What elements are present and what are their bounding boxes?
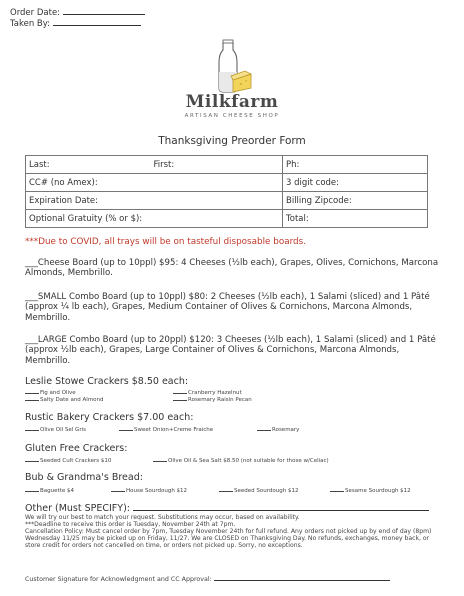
large-combo-board-option[interactable]: ___LARGE Combo Board (up to 20ppl) $120: 3 Cheeses (½lb each), 1 Salami (sliced) and 1 Pâté (approx ½lb each), Grapes, Large Container of Olives & Cornichons, Marcona Almonds, Membrillo. xyxy=(25,335,436,366)
availability-note: We will try our best to match your request. Substitutions may occur, based on availability. xyxy=(25,514,300,521)
cancellation-policy: Cancellation Policy: Must cancel order by 7pm, Tuesday November 24th for full refund. Any orders not picked up by end of day (8pm) Wednesday 11/25 may be picked up on Friday, 11/27. We are CLOSED on Thanksgiving Day. No refunds, exchanges, money back, or store credit for orders not cancelled on time, or orders not picked up. Sorry, no exceptions. xyxy=(25,528,432,550)
covid-note: ***Due to COVID, all trays will be on tasteful disposable boards. xyxy=(25,237,307,247)
list-item[interactable]: Sesame Sourdough $12 xyxy=(330,486,411,495)
zipcode-label: Billing Zipcode: xyxy=(286,195,352,206)
expiration-label: Expiration Date: xyxy=(29,195,99,206)
list-item[interactable]: Rosemary xyxy=(257,425,299,434)
rustic-bakery-heading: Rustic Bakery Crackers $7.00 each: xyxy=(25,412,194,423)
deadline-note: ***Deadline to receive this order is Tuesday, November 24th at 7pm. xyxy=(25,521,236,528)
list-item[interactable]: Sweet Onion+Creme Fraiche xyxy=(119,425,213,434)
brand-tagline: ARTISAN CHEESE SHOP xyxy=(184,113,280,119)
gluten-free-heading: Gluten Free Crackers: xyxy=(25,443,128,454)
table-row xyxy=(26,210,428,228)
gratuity-label: Optional Gratuity (% or $): xyxy=(29,213,143,224)
small-combo-board-option[interactable]: ___SMALL Combo Board (up to 10ppl) $80: 2 Cheeses (½lb each), 1 Salami (sliced) and 1 Pâté (approx ¼ lb each), Grapes, Medium Container of Olives & Cornichons, Marcona Almonds, Membrillo. xyxy=(25,292,430,323)
expiration-cell[interactable] xyxy=(26,192,283,210)
signature-field[interactable] xyxy=(214,574,390,581)
other-heading xyxy=(25,503,429,514)
table-row xyxy=(26,174,428,192)
last-name-label: Last: xyxy=(29,159,50,170)
order-date-label: Order Date: xyxy=(10,8,61,18)
list-item[interactable]: Olive Oil Sel Gris xyxy=(25,425,86,434)
gratuity-cell[interactable] xyxy=(26,210,283,228)
total-cell[interactable] xyxy=(283,210,428,228)
customer-info-table xyxy=(25,155,428,228)
milk-bottle-cheese-icon xyxy=(175,38,295,94)
order-date-field[interactable] xyxy=(63,6,145,15)
taken-by-field[interactable] xyxy=(53,17,141,26)
other-label: Other (Must SPECIFY): xyxy=(25,503,130,514)
leslie-stowe-heading: Leslie Stowe Crackers $8.50 each: xyxy=(25,376,189,387)
table-row xyxy=(26,156,428,174)
list-item[interactable]: Fig and Olive xyxy=(25,388,76,397)
phone-cell[interactable] xyxy=(283,156,428,174)
list-item[interactable]: Seeded Sourdough $12 xyxy=(219,486,298,495)
list-item[interactable]: Seeded Cult Crackers $10 xyxy=(25,456,111,465)
cc-number-cell[interactable] xyxy=(26,174,283,192)
list-item[interactable]: Baguette $4 xyxy=(25,486,74,495)
cheese-board-option[interactable]: ___Cheese Board (up to 10ppl) $95: 4 Cheeses (½lb each), Grapes, Olives, Cornichons, Marcona Almonds, Membrillo. xyxy=(25,258,439,279)
other-field[interactable] xyxy=(133,503,429,511)
cc-code-label: 3 digit code: xyxy=(286,177,340,188)
bread-options xyxy=(25,486,455,494)
list-item[interactable]: Olive Oil & Sea Salt $8.50 (not suitable for those w/Celiac) xyxy=(153,456,329,465)
list-item[interactable]: House Sourdough $12 xyxy=(111,486,187,495)
bread-heading: Bub & Grandma's Bread: xyxy=(25,472,143,483)
table-row xyxy=(26,192,428,210)
brand-name: Milkfarm xyxy=(185,92,279,112)
first-name-label: First: xyxy=(153,159,175,170)
taken-by-label: Taken By: xyxy=(10,19,51,29)
name-cell[interactable] xyxy=(26,156,283,174)
form-title: Thanksgiving Preorder Form xyxy=(158,135,306,147)
phone-label: Ph: xyxy=(286,159,300,170)
list-item[interactable]: Rosemary Raisin Pecan xyxy=(173,395,252,404)
total-label: Total: xyxy=(286,213,309,224)
signature-line xyxy=(25,574,390,583)
list-item[interactable]: Cranberry Hazelnut xyxy=(173,388,242,397)
rustic-bakery-options xyxy=(25,425,455,433)
cc-code-cell[interactable] xyxy=(283,174,428,192)
gluten-free-options xyxy=(25,456,455,464)
zipcode-cell[interactable] xyxy=(283,192,428,210)
taken-by-line xyxy=(10,17,141,30)
list-item[interactable]: Salty Date and Almond xyxy=(25,395,104,404)
cc-number-label: CC# (no Amex): xyxy=(29,177,98,188)
leslie-stowe-options xyxy=(25,388,455,404)
signature-label: Customer Signature for Acknowledgment and CC Approval: xyxy=(25,576,212,583)
